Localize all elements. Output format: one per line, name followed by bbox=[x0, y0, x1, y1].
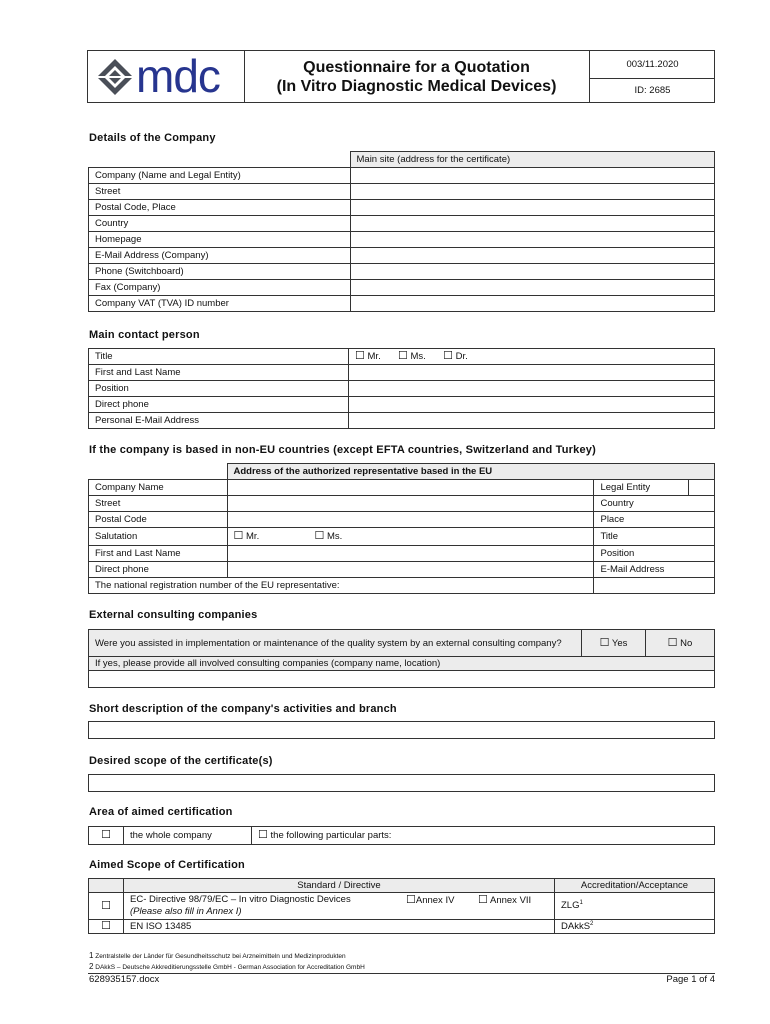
row-label: Title bbox=[594, 528, 715, 546]
rep-street-field[interactable] bbox=[227, 496, 594, 512]
row-label: First and Last Name bbox=[89, 365, 349, 381]
particular-parts-option bbox=[252, 827, 715, 845]
footnote-number: 1 bbox=[89, 951, 94, 960]
checkbox-ivd-directive[interactable]: ☐ bbox=[89, 893, 124, 920]
noneu-table bbox=[88, 463, 715, 594]
table-row bbox=[89, 365, 715, 381]
page-title bbox=[244, 51, 589, 102]
checkbox-particular-parts[interactable]: ☐ bbox=[258, 829, 268, 841]
noneu-section-heading: If the company is based in non-EU countries (except EFTA countries, Switzerland and Turkey) bbox=[89, 444, 596, 456]
table-row bbox=[89, 827, 715, 845]
table-row bbox=[89, 657, 715, 671]
country-field[interactable] bbox=[350, 216, 715, 232]
aimed-table bbox=[88, 878, 715, 934]
option-label: Annex IV bbox=[415, 895, 455, 906]
table-row bbox=[89, 232, 715, 248]
checkbox-mr[interactable]: ☐ bbox=[355, 350, 365, 362]
ivd-directive-label bbox=[124, 893, 401, 920]
row-label: Personal E-Mail Address bbox=[89, 413, 349, 429]
vat-field[interactable] bbox=[350, 296, 715, 312]
row-label: Phone (Switchboard) bbox=[89, 264, 351, 280]
col-standard-header: Standard / Directive bbox=[124, 879, 555, 893]
row-label: Position bbox=[594, 546, 715, 562]
description-field[interactable] bbox=[88, 721, 715, 739]
table-row bbox=[89, 528, 715, 546]
logo-text: mdc bbox=[136, 50, 220, 102]
checkbox-yes[interactable]: ☐ bbox=[599, 636, 610, 649]
option-label: Yes bbox=[611, 637, 628, 649]
title-options bbox=[349, 349, 715, 365]
table-row bbox=[89, 381, 715, 397]
row-label: First and Last Name bbox=[89, 546, 228, 562]
directive-name: EC- Directive 98/79/EC – In vitro Diagnostic Devices bbox=[130, 894, 351, 905]
table-row bbox=[89, 248, 715, 264]
contact-position-field[interactable] bbox=[349, 381, 715, 397]
street-field[interactable] bbox=[350, 184, 715, 200]
area-table bbox=[88, 826, 715, 845]
row-label: Title bbox=[89, 349, 349, 365]
fax-field[interactable] bbox=[350, 280, 715, 296]
contact-table bbox=[88, 348, 715, 429]
row-label: Fax (Company) bbox=[89, 280, 351, 296]
checkbox-ms[interactable]: ☐ bbox=[398, 350, 408, 362]
option-label: Mr. bbox=[367, 351, 381, 362]
zlg-cell bbox=[555, 893, 715, 920]
directive-note: (Please also fill in Annex I) bbox=[130, 906, 242, 917]
row-label: E-Mail Address (Company) bbox=[89, 248, 351, 264]
checkbox-en-iso[interactable]: ☐ bbox=[89, 920, 124, 934]
title-line2: (In Vitro Diagnostic Medical Devices) bbox=[276, 78, 557, 95]
table-row bbox=[89, 264, 715, 280]
checkbox-rep-ms[interactable]: ☐ bbox=[314, 530, 325, 542]
table-row bbox=[89, 562, 715, 578]
table-row bbox=[89, 296, 715, 312]
row-label: Postal Code, Place bbox=[89, 200, 351, 216]
mdc-logo-icon bbox=[96, 58, 134, 96]
option-label: the following particular parts: bbox=[270, 830, 392, 841]
checkbox-whole-company[interactable]: ☐ bbox=[89, 827, 124, 845]
rep-company-field[interactable] bbox=[227, 480, 594, 496]
table-row bbox=[89, 184, 715, 200]
table-row bbox=[89, 200, 715, 216]
consulting-section-heading: External consulting companies bbox=[89, 609, 258, 621]
contact-section-heading: Main contact person bbox=[89, 329, 200, 341]
rep-national-reg-field[interactable] bbox=[594, 578, 715, 594]
table-row bbox=[89, 578, 715, 594]
annex-iv-option bbox=[400, 893, 472, 920]
title-line1: Questionnaire for a Quotation bbox=[303, 59, 530, 76]
option-label: Dr. bbox=[455, 351, 468, 362]
rep-postal-field[interactable] bbox=[227, 512, 594, 528]
consulting-if-yes-label: If yes, please provide all involved consulting companies (company name, location) bbox=[89, 657, 715, 671]
dakks-cell bbox=[555, 920, 715, 934]
footnote-1 bbox=[89, 951, 346, 960]
table-row bbox=[89, 671, 715, 688]
table-row bbox=[89, 280, 715, 296]
row-label: Company VAT (TVA) ID number bbox=[89, 296, 351, 312]
document-header bbox=[87, 50, 715, 103]
row-label: Street bbox=[89, 496, 228, 512]
homepage-field[interactable] bbox=[350, 232, 715, 248]
contact-phone-field[interactable] bbox=[349, 397, 715, 413]
row-label: The national registration number of the EU representative: bbox=[89, 578, 594, 594]
table-row bbox=[89, 413, 715, 429]
row-label: Place bbox=[594, 512, 715, 528]
table-row bbox=[89, 349, 715, 365]
logo bbox=[88, 51, 245, 102]
table-row bbox=[89, 168, 715, 184]
eu-rep-header: Address of the authorized representative based in the EU bbox=[227, 464, 715, 480]
aimed-section-heading: Aimed Scope of Certification bbox=[89, 859, 245, 871]
area-section-heading: Area of aimed certification bbox=[89, 806, 233, 818]
option-label: No bbox=[680, 637, 693, 649]
footnote-text: Zentralstelle der Länder für Gesundheitsschutz bei Arzneimitteln und Medizinprodukten bbox=[95, 953, 346, 960]
row-label: Homepage bbox=[89, 232, 351, 248]
footnote-text: DAkkS – Deutsche Akkreditierungsstelle GmbH - German Association for Accreditation GmbH bbox=[95, 964, 365, 971]
consulting-question: Were you assisted in implementation or maintenance of the quality system by an external consulting company? bbox=[89, 630, 582, 657]
checkbox-annex-vii[interactable]: ☐ bbox=[478, 894, 488, 906]
row-label: Postal Code bbox=[89, 512, 228, 528]
row-label: Company (Name and Legal Entity) bbox=[89, 168, 351, 184]
doc-id: ID: 2685 bbox=[589, 78, 715, 102]
option-label: Annex VII bbox=[490, 895, 532, 906]
footnote-2 bbox=[89, 962, 365, 971]
row-label: Direct phone bbox=[89, 562, 228, 578]
postal-place-field[interactable] bbox=[350, 200, 715, 216]
checkbox-dr[interactable]: ☐ bbox=[443, 350, 453, 362]
doc-date: 003/11.2020 bbox=[589, 51, 715, 79]
table-row bbox=[89, 496, 715, 512]
annex-vii-option bbox=[472, 893, 555, 920]
table-row bbox=[89, 920, 715, 934]
company-section-heading: Details of the Company bbox=[89, 132, 216, 144]
rep-phone-field[interactable] bbox=[227, 562, 594, 578]
company-table bbox=[88, 151, 715, 312]
row-label: Country bbox=[89, 216, 351, 232]
en-iso-label: EN ISO 13485 bbox=[124, 920, 555, 934]
checkbox-rep-mr[interactable]: ☐ bbox=[233, 530, 244, 542]
footnote-number: 2 bbox=[89, 962, 94, 971]
rep-name-field[interactable] bbox=[227, 546, 594, 562]
footer-page-number: Page 1 of 4 bbox=[666, 974, 715, 985]
dakks-label: DAkkS bbox=[561, 921, 591, 933]
no-option bbox=[646, 630, 715, 657]
footer-divider bbox=[88, 973, 715, 974]
option-label: Ms. bbox=[410, 351, 426, 362]
main-site-header: Main site (address for the certificate) bbox=[350, 152, 715, 168]
row-label: E-Mail Address bbox=[594, 562, 715, 578]
option-label: Ms. bbox=[327, 531, 343, 542]
row-label: Direct phone bbox=[89, 397, 349, 413]
checkbox-annex-iv[interactable]: ☐ bbox=[406, 894, 416, 906]
yes-option bbox=[582, 630, 646, 657]
rep-legal-entity-field[interactable] bbox=[689, 480, 715, 496]
rep-salutation-options bbox=[227, 528, 594, 546]
row-label: Company Name bbox=[89, 480, 228, 496]
footnote-ref: 1 bbox=[579, 900, 583, 907]
table-row bbox=[89, 546, 715, 562]
table-row bbox=[89, 512, 715, 528]
table-row bbox=[89, 397, 715, 413]
row-label: Country bbox=[594, 496, 715, 512]
row-label: Street bbox=[89, 184, 351, 200]
row-label: Position bbox=[89, 381, 349, 397]
company-name-field[interactable] bbox=[350, 168, 715, 184]
row-label: Legal Entity bbox=[594, 480, 689, 496]
company-email-field[interactable] bbox=[350, 248, 715, 264]
col-accreditation-header: Accreditation/Acceptance bbox=[555, 879, 715, 893]
scope-section-heading: Desired scope of the certificate(s) bbox=[89, 755, 273, 767]
description-section-heading: Short description of the company's activities and branch bbox=[89, 703, 397, 715]
phone-field[interactable] bbox=[350, 264, 715, 280]
checkbox-no[interactable]: ☐ bbox=[667, 636, 678, 649]
table-row bbox=[89, 893, 715, 920]
contact-email-field[interactable] bbox=[349, 413, 715, 429]
option-label: the whole company bbox=[124, 827, 252, 845]
table-row bbox=[89, 216, 715, 232]
scope-field[interactable] bbox=[88, 774, 715, 792]
consulting-table bbox=[88, 629, 715, 688]
row-label: Salutation bbox=[89, 528, 228, 546]
zlg-label: ZLG bbox=[561, 900, 580, 912]
table-row bbox=[89, 480, 715, 496]
footnote-ref: 2 bbox=[590, 921, 594, 927]
consulting-companies-field[interactable] bbox=[89, 671, 715, 688]
contact-name-field[interactable] bbox=[349, 365, 715, 381]
option-label: Mr. bbox=[246, 531, 260, 542]
footer-filename: 628935157.docx bbox=[89, 974, 160, 985]
table-row bbox=[89, 630, 715, 657]
